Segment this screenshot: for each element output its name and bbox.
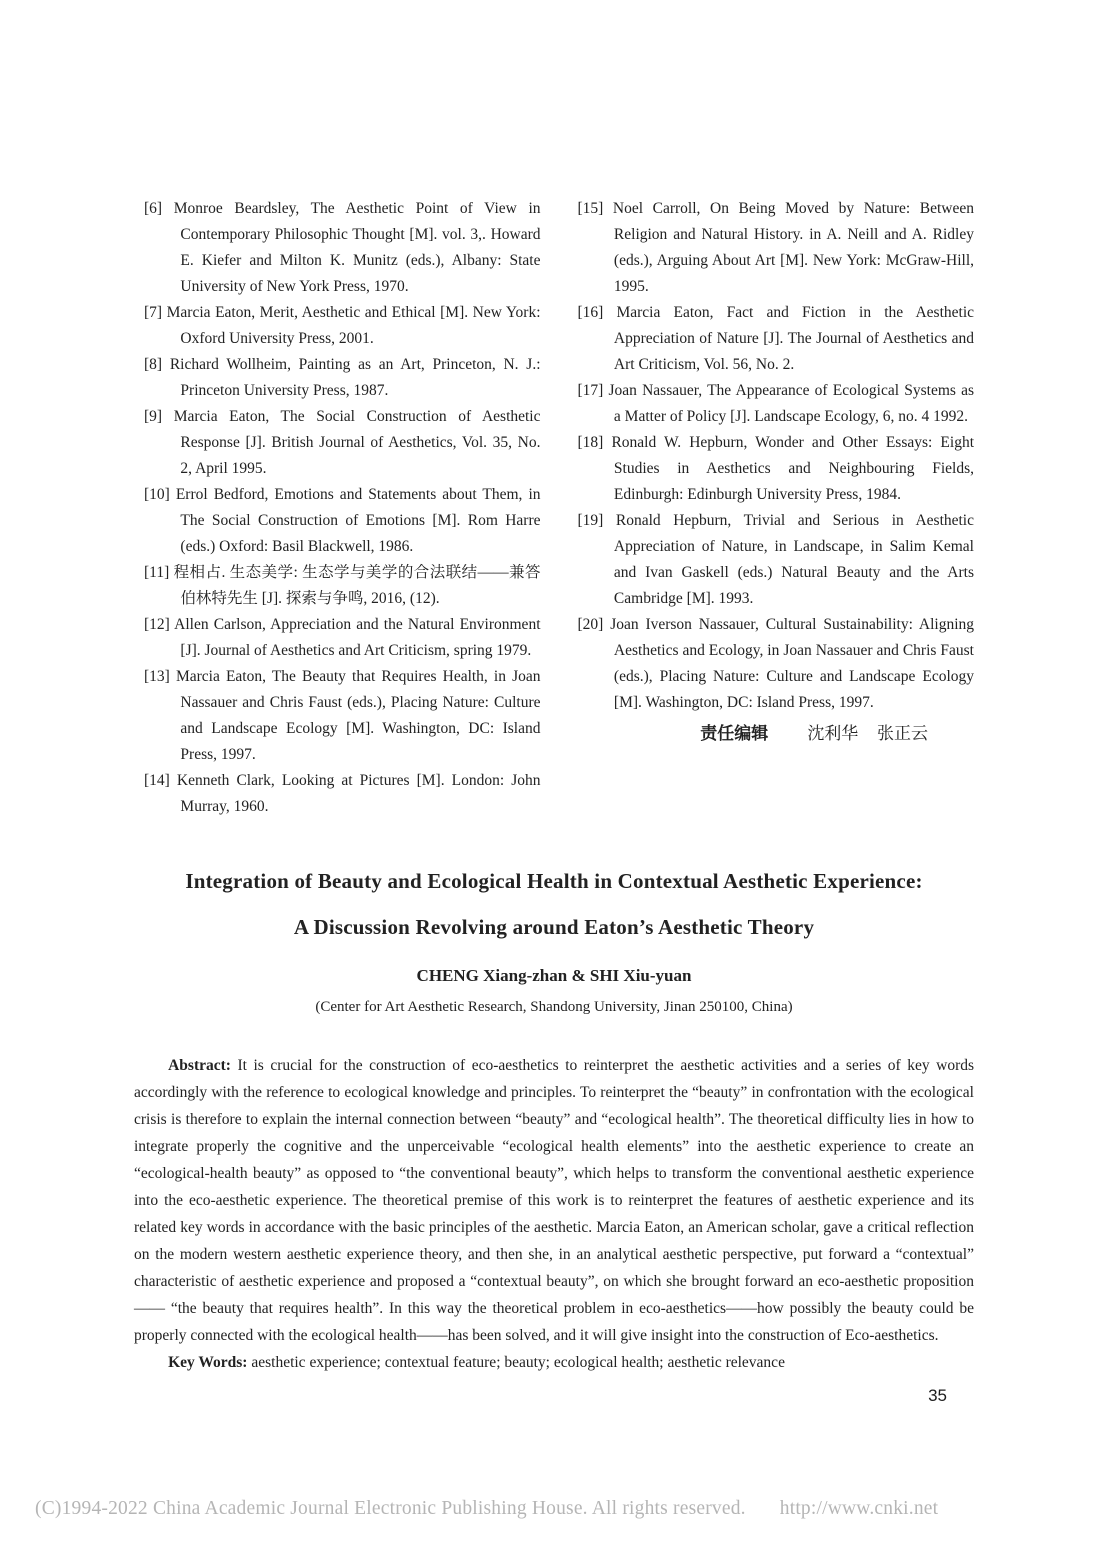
reference-text: Ronald Hepburn, Trivial and Serious in Aesthetic Appreciation of Nature, in Landscape, in Salim Kemal and Ivan Gaskell (eds.) Natural Beauty and the Arts Cambridge [M]. 1993. <box>613 512 974 607</box>
title-line-1: Integration of Beauty and Ecological Health in Contextual Aesthetic Experience: <box>185 869 923 893</box>
reference-text: Marcia Eaton, Fact and Fiction in the Aesthetic Appreciation of Nature [J]. The Journal of Aesthetics and Art Criticism, Vol. 56, No. 2. <box>613 304 974 373</box>
abstract-paragraph <box>134 1052 974 1349</box>
reference-text: 程相占. 生态美学: 生态学与美学的合法联结——兼答伯林特先生 [J]. 探索与争鸣, 2016, (12). <box>173 564 541 607</box>
reference-text: Joan Nassauer, The Appearance of Ecological Systems as a Matter of Policy [J]. Landscape Ecology, 6, no. 4 1992. <box>608 382 975 425</box>
reference-number: [10] <box>144 486 170 503</box>
reference-item <box>578 378 975 430</box>
keywords-paragraph <box>134 1349 974 1376</box>
reference-item <box>144 352 541 404</box>
reference-text: Allen Carlson, Appreciation and the Natural Environment [J]. Journal of Aesthetics and Art Criticism, spring 1979. <box>174 616 541 659</box>
reference-item <box>578 508 975 612</box>
editor-line <box>578 720 929 748</box>
reference-number: [7] <box>144 304 163 321</box>
reference-text: Errol Bedford, Emotions and Statements about Them, in The Social Construction of Emotions [M]. Rom Harre (eds.) Oxford: Basil Blackwell, 1986. <box>175 486 541 555</box>
title-line-2: A Discussion Revolving around Eaton’s Aesthetic Theory <box>293 915 815 939</box>
reference-number: [14] <box>144 772 170 789</box>
reference-number: [8] <box>144 356 163 373</box>
reference-item <box>144 560 541 612</box>
reference-item <box>578 300 975 378</box>
affiliation-en: (Center for Art Aesthetic Research, Shandong University, Jinan 250100, China) <box>315 999 793 1015</box>
reference-number: [20] <box>577 616 604 633</box>
reference-item <box>578 430 975 508</box>
reference-text: Noel Carroll, On Being Moved by Nature: Between Religion and Natural History. in A. Neill and A. Ridley (eds.), Arguing About Art [M]. New York: McGraw-Hill, 1995. <box>612 200 975 295</box>
references-section <box>144 196 974 820</box>
reference-number: [12] <box>144 616 170 633</box>
reference-text: Richard Wollheim, Painting as an Art, Princeton, N. J.: Princeton University Press, 1987. <box>169 356 541 399</box>
title-block <box>134 858 974 1016</box>
reference-number: [11] <box>144 564 170 581</box>
reference-number: [19] <box>577 512 604 529</box>
reference-text: Monroe Beardsley, The Aesthetic Point of View in Contemporary Philosophic Thought [M]. vol. 3,. Howard E. Kiefer and Milton K. Munitz (eds.), Albany: State University of New York Press, 1970. <box>173 200 541 295</box>
reference-number: [15] <box>577 200 604 217</box>
editor-label: 责任编辑 <box>700 724 769 743</box>
article-title-en <box>134 858 974 950</box>
reference-text: Kenneth Clark, Looking at Pictures [M]. London: John Murray, 1960. <box>176 772 541 815</box>
reference-item <box>578 612 975 716</box>
reference-text: Ronald W. Hepburn, Wonder and Other Essays: Eight Studies in Aesthetics and Neighbouring Fields, Edinburgh: Edinburgh University Press, 1984. <box>611 434 974 503</box>
reference-number: [13] <box>144 668 170 685</box>
reference-item <box>144 664 541 768</box>
copyright-footer <box>35 1498 938 1520</box>
reference-text: Joan Iverson Nassauer, Cultural Sustainability: Aligning Aesthetics and Ecology, in Joan Nassauer and Chris Faust (eds.), Placing Nature: Culture and Landscape Ecology [M]. Washington, DC: Island Press, 1997. <box>610 616 975 711</box>
reference-item <box>144 404 541 482</box>
reference-text: Marcia Eaton, The Social Construction of Aesthetic Response [J]. British Journal of Aesthetics, Vol. 35, No. 2, April 1995. <box>173 408 541 477</box>
reference-text: Marcia Eaton, Merit, Aesthetic and Ethical [M]. New York: Oxford University Press, 2001. <box>166 304 541 347</box>
reference-number: [6] <box>144 200 163 217</box>
reference-item <box>144 300 541 352</box>
reference-item <box>144 612 541 664</box>
editor-name: 张正云 <box>877 724 928 743</box>
reference-number: [18] <box>577 434 604 451</box>
reference-item <box>144 768 541 820</box>
editor-name: 沈利华 <box>807 724 859 743</box>
reference-item <box>144 196 541 300</box>
copyright-text: (C)1994-2022 China Academic Journal Electronic Publishing House. All rights reserved. <box>35 1498 746 1519</box>
keywords-label: Key Words: <box>168 1354 248 1371</box>
reference-number: [17] <box>577 382 604 399</box>
page-number: 35 <box>928 1386 947 1405</box>
references-left-column <box>144 196 541 820</box>
reference-number: [9] <box>144 408 163 425</box>
references-right-column <box>578 196 975 820</box>
authors-en: CHENG Xiang-zhan & SHI Xiu-yuan <box>416 966 692 985</box>
abstract-label: Abstract: <box>168 1057 231 1074</box>
reference-text: Marcia Eaton, The Beauty that Requires Health, in Joan Nassauer and Chris Faust (eds.), Placing Nature: Culture and Landscape Ecology [M]. Washington, DC: Island Press, 1997. <box>175 668 541 763</box>
reference-number: [16] <box>577 304 604 321</box>
reference-item <box>144 482 541 560</box>
abstract-text: It is crucial for the construction of eco-aesthetics to reinterpret the aesthetic activities and a series of key words accordingly with the reference to ecological knowledge and principles. To reinterpret the “beauty” in confrontation with the ecological crisis is therefore to explain the internal connection between “beauty” and “ecological health”. The theoretical difficulty lies in how to integrate properly the cognitive and the unperceivable “ecological health elements” into the aesthetic experience to create an “ecological-health beauty” as opposed to “the conventional beauty”, which helps to transform the conventional aesthetic experience into the eco-aesthetic experience. The theoretical premise of this work is to reinterpret the features of aesthetic experience and its related key words in accordance with the basic principles of the aesthetic. Marcia Eaton, an American scholar, gave a critical reflection on the modern western aesthetic experience theory, and then she, in an analytical aesthetic perspective, put forward a “contextual” characteristic of aesthetic experience and proposed a “contextual beauty”, on which she brought forward an eco-aesthetic proposition—— “the beauty that requires health”. In this way the theoretical problem in eco-aesthetics——how possibly the beauty could be properly connected with the ecological health——has been solved, and it will give insight into the construction of Eco-aesthetics. <box>134 1057 975 1344</box>
keywords-text: aesthetic experience; contextual feature; beauty; ecological health; aesthetic relevance <box>251 1354 785 1371</box>
reference-item <box>578 196 975 300</box>
cnki-url: http://www.cnki.net <box>779 1498 939 1519</box>
